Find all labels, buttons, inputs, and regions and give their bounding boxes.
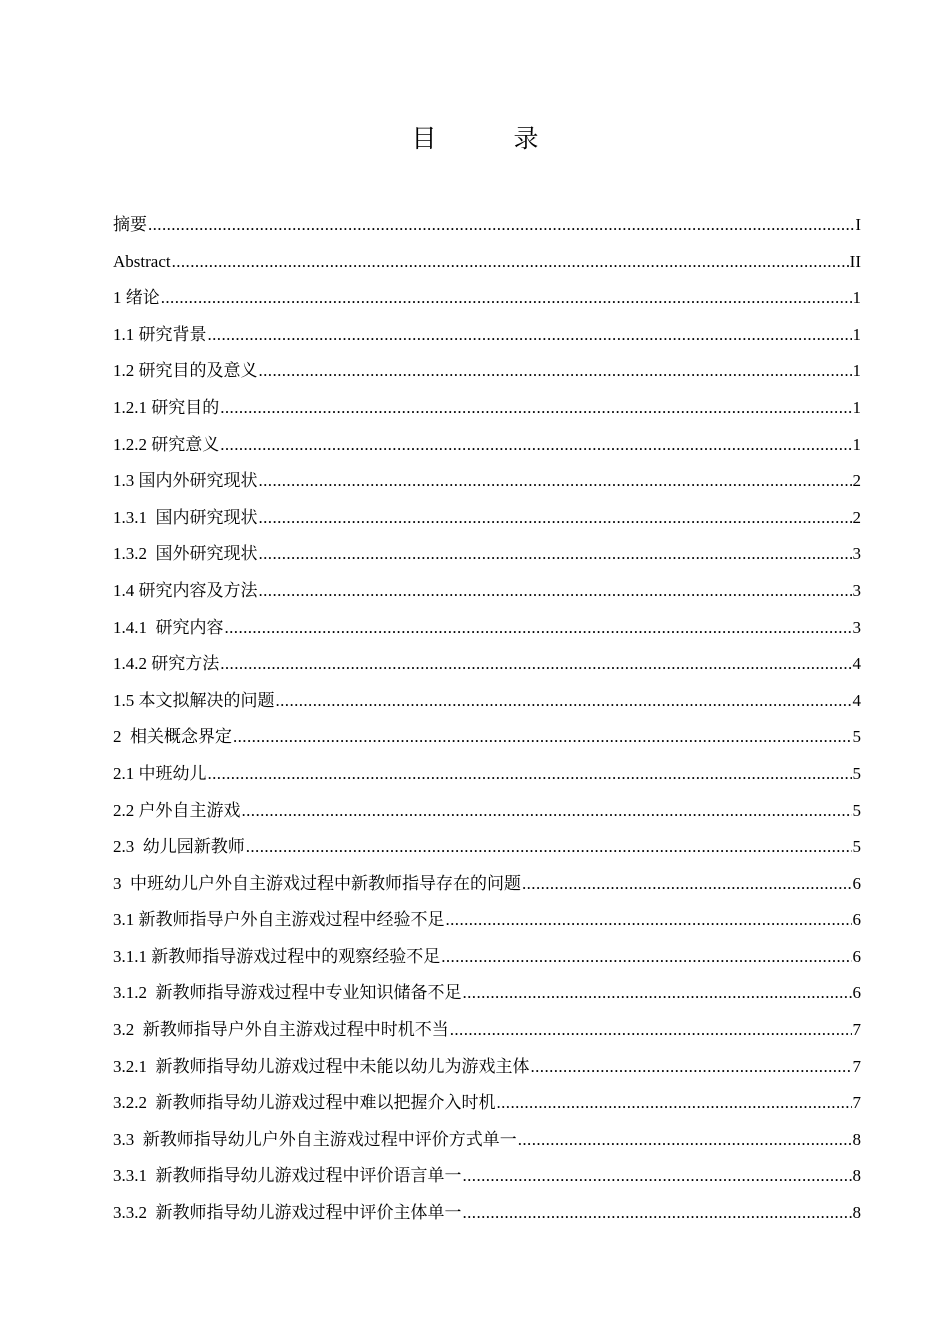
toc-dot-leader	[259, 573, 852, 610]
toc-list	[113, 207, 861, 1232]
toc-dot-leader	[259, 536, 852, 573]
toc-entry[interactable]	[113, 427, 861, 464]
toc-entry-title: 1 绪论	[113, 288, 160, 308]
toc-entry-page-number: II	[849, 251, 861, 271]
toc-entry-page-number: 7	[852, 1020, 861, 1040]
toc-entry-title: 1.4.2 研究方法	[113, 654, 220, 674]
toc-dot-leader	[463, 1195, 852, 1232]
toc-entry-title: 1.1 研究背景	[113, 324, 207, 344]
toc-entry-page-number: 8	[852, 1129, 861, 1149]
toc-dot-leader	[208, 756, 852, 793]
toc-entry-page-number: 1	[852, 434, 861, 454]
toc-entry[interactable]	[113, 829, 861, 866]
toc-entry-page-number: 3	[852, 617, 861, 637]
toc-entry-title: 1.4 研究内容及方法	[113, 580, 258, 600]
toc-entry-page-number: 8	[852, 1166, 861, 1186]
toc-entry-page-number: 7	[852, 1093, 861, 1113]
toc-entry-page-number: 6	[852, 983, 861, 1003]
toc-dot-leader	[259, 463, 852, 500]
toc-dot-leader	[161, 280, 852, 317]
toc-dot-leader	[220, 646, 851, 683]
toc-entry[interactable]	[113, 573, 861, 610]
toc-entry-title: Abstract	[113, 251, 171, 271]
toc-dot-leader	[463, 975, 852, 1012]
page-title: 目 录	[411, 126, 565, 153]
toc-dot-leader	[242, 793, 852, 830]
toc-entry-page-number: 5	[852, 763, 861, 783]
toc-dot-leader	[220, 390, 851, 427]
toc-dot-leader	[233, 719, 852, 756]
toc-dot-leader	[497, 1085, 852, 1122]
toc-dot-leader	[446, 902, 852, 939]
toc-entry[interactable]	[113, 1195, 861, 1232]
toc-entry[interactable]	[113, 1012, 861, 1049]
toc-entry-page-number: 2	[852, 471, 861, 491]
toc-dot-leader	[531, 1049, 852, 1086]
toc-entry-title: 3.3.2 新教师指导幼儿游戏过程中评价主体单一	[113, 1203, 462, 1223]
toc-entry[interactable]	[113, 1158, 861, 1195]
toc-entry-title: 3.3.1 新教师指导幼儿游戏过程中评价语言单一	[113, 1166, 462, 1186]
toc-entry-title: 1.4.1 研究内容	[113, 617, 224, 637]
toc-entry[interactable]	[113, 500, 861, 537]
toc-entry[interactable]	[113, 793, 861, 830]
toc-entry[interactable]	[113, 939, 861, 976]
toc-entry[interactable]	[113, 536, 861, 573]
toc-entry[interactable]	[113, 975, 861, 1012]
toc-entry-page-number: 1	[852, 361, 861, 381]
toc-dot-leader	[522, 866, 852, 903]
toc-entry-title: 1.2.1 研究目的	[113, 397, 220, 417]
toc-entry-title: 1.3.2 国外研究现状	[113, 544, 258, 564]
toc-entry[interactable]	[113, 719, 861, 756]
toc-entry-page-number: 5	[852, 727, 861, 747]
toc-entry-page-number: 8	[852, 1203, 861, 1223]
toc-entry-page-number: I	[855, 215, 861, 234]
toc-entry[interactable]	[113, 1085, 861, 1122]
toc-dot-leader	[276, 683, 852, 720]
toc-dot-leader	[441, 939, 851, 976]
toc-entry-page-number: 6	[852, 873, 861, 893]
toc-entry-page-number: 1	[852, 397, 861, 417]
toc-entry-title: 3.2.1 新教师指导幼儿游戏过程中未能以幼儿为游戏主体	[113, 1056, 530, 1076]
toc-entry-page-number: 6	[852, 946, 861, 966]
toc-entry-page-number: 2	[852, 507, 861, 527]
toc-entry[interactable]	[113, 902, 861, 939]
toc-entry[interactable]	[113, 1049, 861, 1086]
toc-entry[interactable]	[113, 646, 861, 683]
toc-dot-leader	[172, 244, 849, 281]
toc-entry-title: 1.3 国内外研究现状	[113, 471, 258, 491]
toc-entry[interactable]	[113, 463, 861, 500]
toc-entry-title: 3.2 新教师指导户外自主游戏过程中时机不当	[113, 1020, 449, 1040]
toc-entry-page-number: 7	[852, 1056, 861, 1076]
toc-dot-leader	[259, 353, 852, 390]
toc-entry-page-number: 5	[852, 837, 861, 857]
toc-dot-leader	[225, 610, 852, 647]
toc-entry-page-number: 3	[852, 544, 861, 564]
toc-entry-title: 3 中班幼儿户外自主游戏过程中新教师指导存在的问题	[113, 873, 521, 893]
toc-dot-leader	[208, 317, 852, 354]
toc-entry-title: 2.3 幼儿园新教师	[113, 837, 245, 857]
toc-entry-page-number: 1	[852, 324, 861, 344]
toc-entry[interactable]	[113, 683, 861, 720]
toc-entry-page-number: 3	[852, 580, 861, 600]
toc-entry-page-number: 1	[852, 288, 861, 308]
toc-entry-page-number: 4	[852, 690, 861, 710]
toc-entry[interactable]	[113, 317, 861, 354]
toc-entry-title: 3.1.2 新教师指导游戏过程中专业知识储备不足	[113, 983, 462, 1003]
toc-entry-title: 1.2.2 研究意义	[113, 434, 220, 454]
toc-entry-title: 3.1.1 新教师指导游戏过程中的观察经验不足	[113, 946, 441, 966]
toc-entry[interactable]	[113, 280, 861, 317]
toc-entry[interactable]	[113, 207, 861, 244]
toc-entry-title: 3.2.2 新教师指导幼儿游戏过程中难以把握介入时机	[113, 1093, 496, 1113]
toc-entry-page-number: 6	[852, 910, 861, 930]
toc-entry[interactable]	[113, 353, 861, 390]
toc-entry[interactable]	[113, 390, 861, 427]
toc-dot-leader	[148, 207, 854, 244]
toc-dot-leader	[220, 427, 851, 464]
toc-entry[interactable]	[113, 244, 861, 281]
toc-entry-title: 1.3.1 国内研究现状	[113, 507, 258, 527]
toc-dot-leader	[518, 1122, 852, 1159]
toc-entry-page-number: 4	[852, 654, 861, 674]
toc-entry-title: 1.5 本文拟解决的问题	[113, 690, 275, 710]
toc-entry-page-number: 5	[852, 800, 861, 820]
toc-entry[interactable]	[113, 610, 861, 647]
toc-entry-title: 2.2 户外自主游戏	[113, 800, 241, 820]
toc-dot-leader	[259, 500, 852, 537]
toc-entry-title: 3.3 新教师指导幼儿户外自主游戏过程中评价方式单一	[113, 1129, 517, 1149]
toc-entry-title: 1.2 研究目的及意义	[113, 361, 258, 381]
toc-entry[interactable]	[113, 1122, 861, 1159]
toc-entry[interactable]	[113, 756, 861, 793]
toc-dot-leader	[463, 1158, 852, 1195]
toc-entry-title: 摘要	[113, 215, 147, 234]
toc-dot-leader	[450, 1012, 852, 1049]
toc-entry[interactable]	[113, 866, 861, 903]
toc-entry-title: 2.1 中班幼儿	[113, 763, 207, 783]
toc-entry-title: 2 相关概念界定	[113, 727, 232, 747]
toc-entry-title: 3.1 新教师指导户外自主游戏过程中经验不足	[113, 910, 445, 930]
toc-dot-leader	[246, 829, 852, 866]
